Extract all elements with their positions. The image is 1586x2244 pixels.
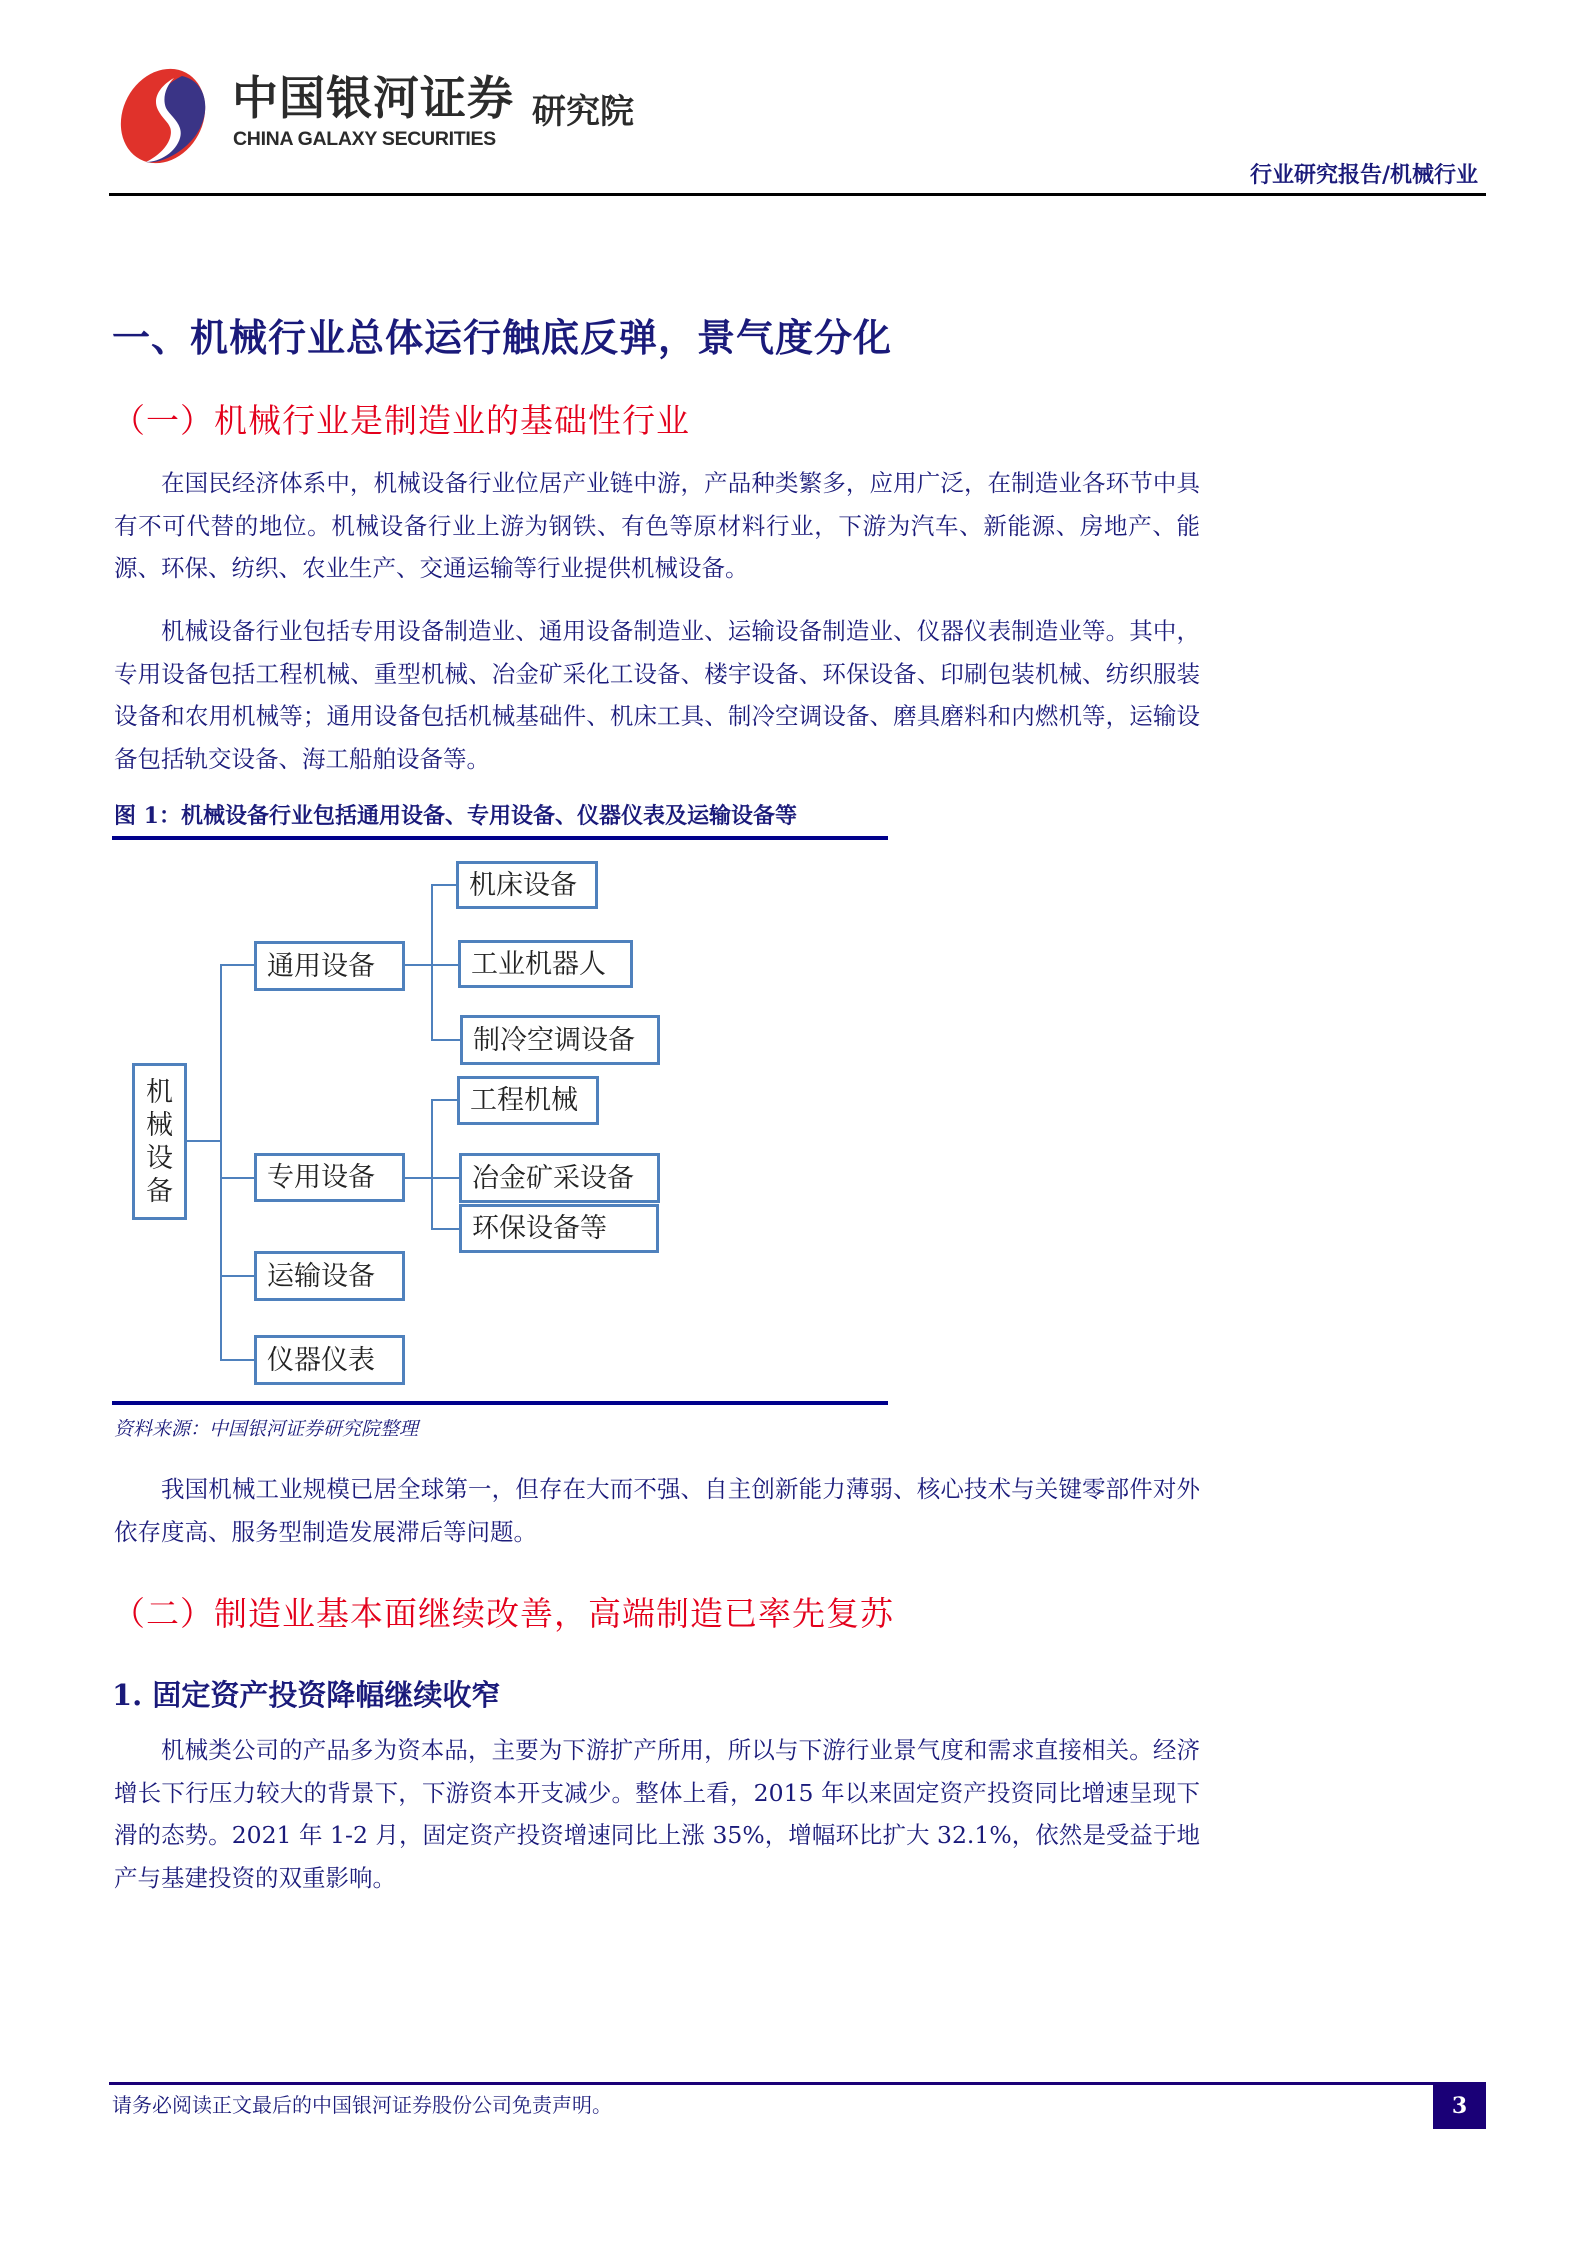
tree-node-special-equipment: 专用设备: [254, 1153, 405, 1202]
connector-line: [220, 964, 255, 966]
tree-node-instruments: 仪器仪表: [254, 1335, 405, 1385]
page-number: 3: [1433, 2083, 1486, 2129]
connector-line: [186, 1140, 221, 1142]
figure-top-rule: [112, 836, 888, 840]
section-title: 一、机械行业总体运行触底反弹，景气度分化: [112, 315, 893, 360]
connector-line: [431, 1228, 460, 1230]
connector-line: [220, 1359, 255, 1361]
brand-institute: 研究院: [532, 92, 634, 132]
connector-line: [431, 1177, 460, 1179]
connector-line: [404, 964, 432, 966]
connector-spine: [431, 1099, 433, 1229]
company-logo-icon: [108, 66, 218, 166]
tree-node-root-char: 机: [146, 1076, 173, 1108]
connector-line: [431, 1039, 461, 1041]
connector-line: [431, 1099, 458, 1101]
figure-source: 资料来源：中国银河证券研究院整理: [114, 1418, 419, 1440]
tree-node-root-char: 械: [146, 1109, 173, 1141]
disclaimer-notice: 请务必阅读正文最后的中国银河证券股份公司免责声明。: [112, 2093, 612, 2117]
figure-caption: 图 1：机械设备行业包括通用设备、专用设备、仪器仪表及运输设备等: [114, 803, 797, 829]
connector-line: [220, 1275, 255, 1277]
connector-line: [431, 964, 459, 966]
connector-line: [220, 1177, 255, 1179]
figure-bottom-rule: [112, 1401, 888, 1405]
tree-node-root: [132, 1063, 187, 1220]
header-divider: [109, 193, 1486, 196]
tree-node-general-equipment: 通用设备: [254, 941, 405, 991]
tree-node-environmental: 环保设备等: [459, 1204, 659, 1253]
tree-node-machine-tools: 机床设备: [456, 861, 598, 909]
item-title: 1. 固定资产投资降幅继续收窄: [112, 1678, 501, 1712]
brand-name-en: CHINA GALAXY SECURITIES: [233, 128, 496, 150]
connector-line: [431, 884, 457, 886]
tree-node-construction-machinery: 工程机械: [457, 1076, 599, 1125]
tree-node-root-char: 备: [146, 1175, 173, 1207]
paragraph: 我国机械工业规模已居全球第一，但存在大而不强、自主创新能力薄弱、核心技术与关键零部件对外依存度高、服务型制造发展滞后等问题。: [114, 1475, 1200, 1546]
paragraph: 机械设备行业包括专用设备制造业、通用设备制造业、运输设备制造业、仪器仪表制造业等。其中，专用设备包括工程机械、重型机械、冶金矿采化工设备、楼宇设备、环保设备、印刷包装机械、纺织服装设备和农用机械等；通用设备包括机械基础件、机床工具、制冷空调设备、磨具磨料和内燃机等，运输设备包括轨交设备、海工船舶设备等。: [114, 617, 1200, 773]
connector-line: [404, 1177, 432, 1179]
paragraph: 在国民经济体系中，机械设备行业位居产业链中游，产品种类繁多，应用广泛，在制造业各环节中具有不可代替的地位。机械设备行业上游为钢铁、有色等原材料行业，下游为汽车、新能源、房地产、能源、环保、纺织、农业生产、交通运输等行业提供机械设备。: [114, 469, 1200, 582]
connector-spine: [431, 884, 433, 1040]
brand-name-cn: 中国银河证券: [232, 71, 514, 125]
tree-node-metallurgy-mining: 冶金矿采设备: [459, 1153, 660, 1203]
connector-spine: [220, 964, 222, 1360]
document-type-label: 行业研究报告/机械行业: [1249, 162, 1478, 188]
tree-node-industrial-robots: 工业机器人: [458, 940, 633, 988]
paragraph: 机械类公司的产品多为资本品，主要为下游扩产所用，所以与下游行业景气度和需求直接相关。经济增长下行压力较大的背景下，下游资本开支减少。整体上看，2015 年以来固定资产投资同比增速呈现下滑的态势。2021 年 1-2 月，固定资产投资增速同比上涨 35%，增幅环比扩大 32.1%，依然是受益于地产与基建投资的双重影响。: [114, 1736, 1200, 1892]
subsection-title-2: （二）制造业基本面继续改善，高端制造已率先复苏: [112, 1594, 894, 1633]
tree-node-root-char: 设: [146, 1142, 173, 1174]
footer-divider: [109, 2082, 1486, 2085]
subsection-title-1: （一）机械行业是制造业的基础性行业: [112, 401, 690, 440]
tree-node-refrigeration-hvac: 制冷空调设备: [460, 1015, 660, 1065]
tree-node-transport-equipment: 运输设备: [254, 1251, 405, 1301]
